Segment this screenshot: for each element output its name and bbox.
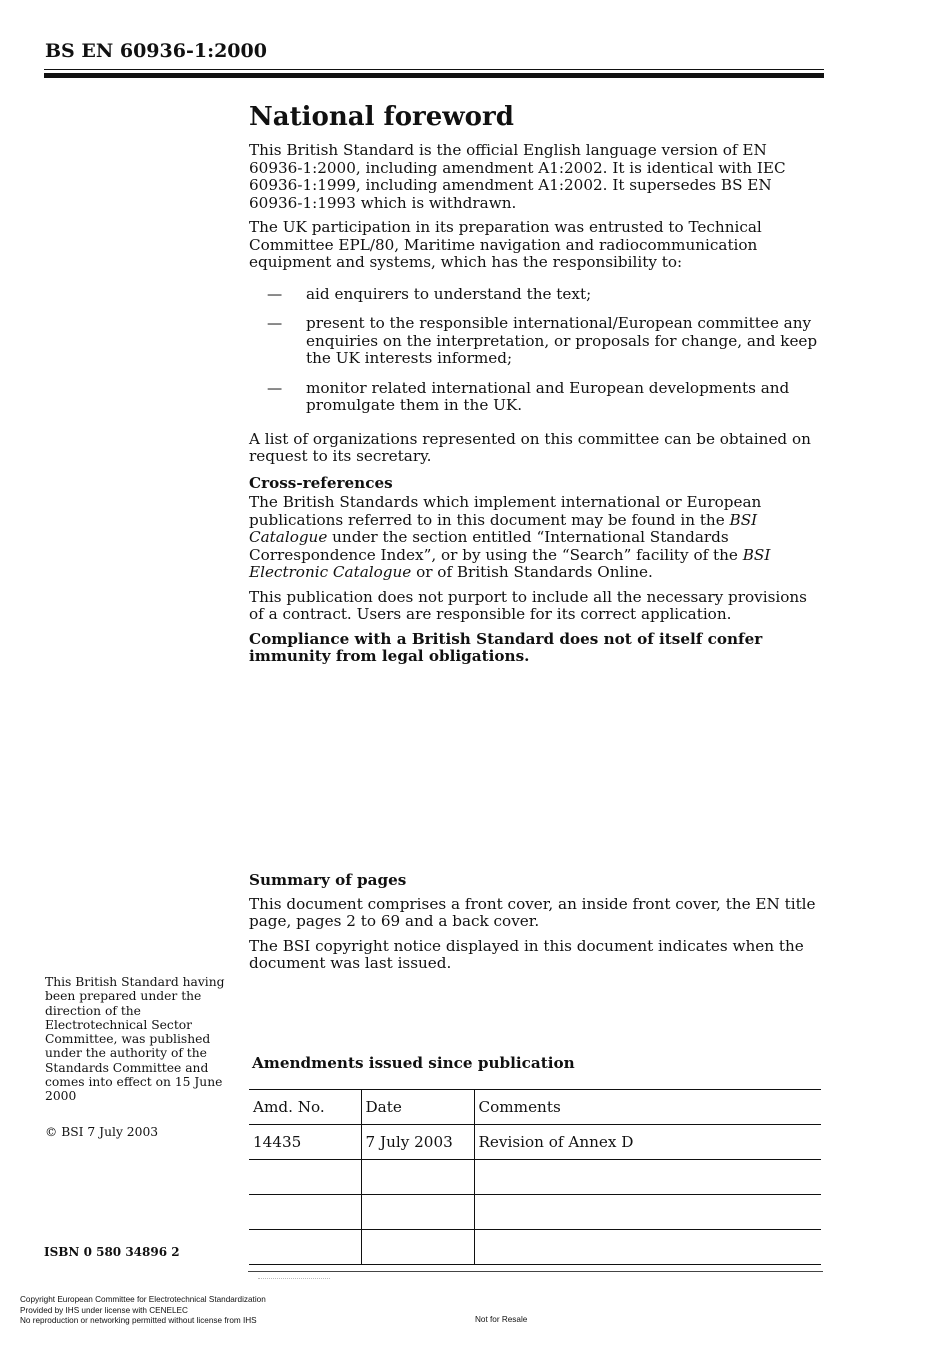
table-row — [249, 1125, 821, 1160]
table-cell — [474, 1195, 821, 1230]
table-cell: 7 July 2003 — [361, 1125, 474, 1160]
responsibility-list — [249, 286, 824, 415]
column-header: Amd. No. — [249, 1090, 361, 1125]
bsi-electronic-catalogue-title: BSI Electronic Catalogue — [249, 545, 771, 581]
amendments-title: Amendments issued since publication — [252, 1054, 575, 1072]
bsi-catalogue-title: BSI Catalogue — [249, 510, 758, 546]
table-cell — [361, 1195, 474, 1230]
header-rule-thin — [44, 69, 824, 70]
list-item-text: present to the responsible international/European committee any enquiries on the interpretation, or proposals for change, and keep the UK interests informed; — [306, 314, 818, 367]
amendments-table — [249, 1089, 821, 1265]
license-footer — [20, 1295, 266, 1327]
list-item — [249, 380, 824, 415]
table-cell: Revision of Annex D — [474, 1125, 821, 1160]
table-cell — [249, 1160, 361, 1195]
page-title: National foreword — [249, 102, 514, 132]
foreword-para-3: A list of organizations represented on this committee can be obtained on request to its secretary. — [249, 429, 811, 465]
table-row — [249, 1230, 821, 1265]
header-rule-thick — [44, 73, 824, 78]
summary-heading: Summary of pages — [249, 871, 407, 889]
cross-ref-part-1: The British Standards which implement international or European publications referred to in this document may be found in the — [249, 493, 762, 529]
cross-references-heading: Cross-references — [249, 473, 393, 492]
table-cell: 14435 — [249, 1125, 361, 1160]
isbn: ISBN 0 580 34896 2 — [44, 1245, 180, 1259]
copyright-notice: © BSI 7 July 2003 — [45, 1125, 159, 1139]
table-row — [249, 1195, 821, 1230]
table-cell — [474, 1160, 821, 1195]
table-cell — [474, 1230, 821, 1265]
cross-ref-part-2: under the section entitled “International Standards Correspondence Index”, or by using the “Search” facility of the — [249, 528, 743, 564]
summary-of-pages — [249, 872, 824, 980]
footer-line: Copyright European Committee for Electrotechnical Standardization — [20, 1295, 266, 1304]
table-row — [249, 1160, 821, 1195]
publication-note: This British Standard having been prepared under the direction of the Electrotechnical Sector Committee, was published under the authority of the Standards Committee and comes into effect on 15 June 2000 — [45, 975, 225, 1104]
national-foreword — [249, 100, 824, 673]
table-cell — [249, 1230, 361, 1265]
faint-marks — [258, 1278, 330, 1279]
column-header: Comments — [474, 1090, 821, 1125]
cross-ref-part-3: or of British Standards Online. — [411, 563, 653, 581]
summary-para-2: The BSI copyright notice displayed in this document indicates when the document was last issued. — [249, 936, 804, 972]
summary-para-1: This document comprises a front cover, an inside front cover, the EN title page, pages 2 to 69 and a back cover. — [249, 894, 816, 930]
list-item-text: monitor related international and European developments and promulgate them in the UK. — [306, 378, 790, 414]
dash-marker: — — [267, 378, 283, 397]
footer-line: No reproduction or networking permitted without license from IHS — [20, 1316, 257, 1325]
list-item — [249, 286, 824, 304]
list-item — [249, 315, 824, 368]
not-for-resale-label: Not for Resale — [475, 1315, 528, 1324]
table-cell — [361, 1160, 474, 1195]
dash-marker: — — [267, 314, 283, 332]
compliance-note: Compliance with a British Standard does not of itself confer immunity from legal obligations. — [249, 629, 763, 665]
document-id: BS EN 60936-1:2000 — [45, 40, 267, 62]
column-header: Date — [361, 1090, 474, 1125]
table-cell — [249, 1195, 361, 1230]
footer-line: Provided by IHS under license with CENELEC — [20, 1305, 188, 1315]
dash-marker: — — [267, 284, 283, 303]
bottom-rule — [248, 1271, 823, 1272]
foreword-para-1: This British Standard is the official English language version of EN 60936-1:2000, including amendment A1:2002. It is identical with IEC 60936-1:1999, including amendment A1:2002. It supersedes BS EN 60936-1:1993 which is withdrawn. — [249, 141, 786, 212]
cross-references-text — [249, 494, 824, 582]
table-cell — [361, 1230, 474, 1265]
list-item-text: aid enquirers to understand the text; — [306, 284, 592, 303]
table-header-row — [249, 1090, 821, 1125]
foreword-para-2: The UK participation in its preparation was entrusted to Technical Committee EPL/80, Maritime navigation and radiocommunication equipment and systems, which has the responsibility to: — [249, 218, 762, 271]
foreword-para-4: This publication does not purport to include all the necessary provisions of a contract. Users are responsible for its correct application. — [249, 587, 807, 623]
